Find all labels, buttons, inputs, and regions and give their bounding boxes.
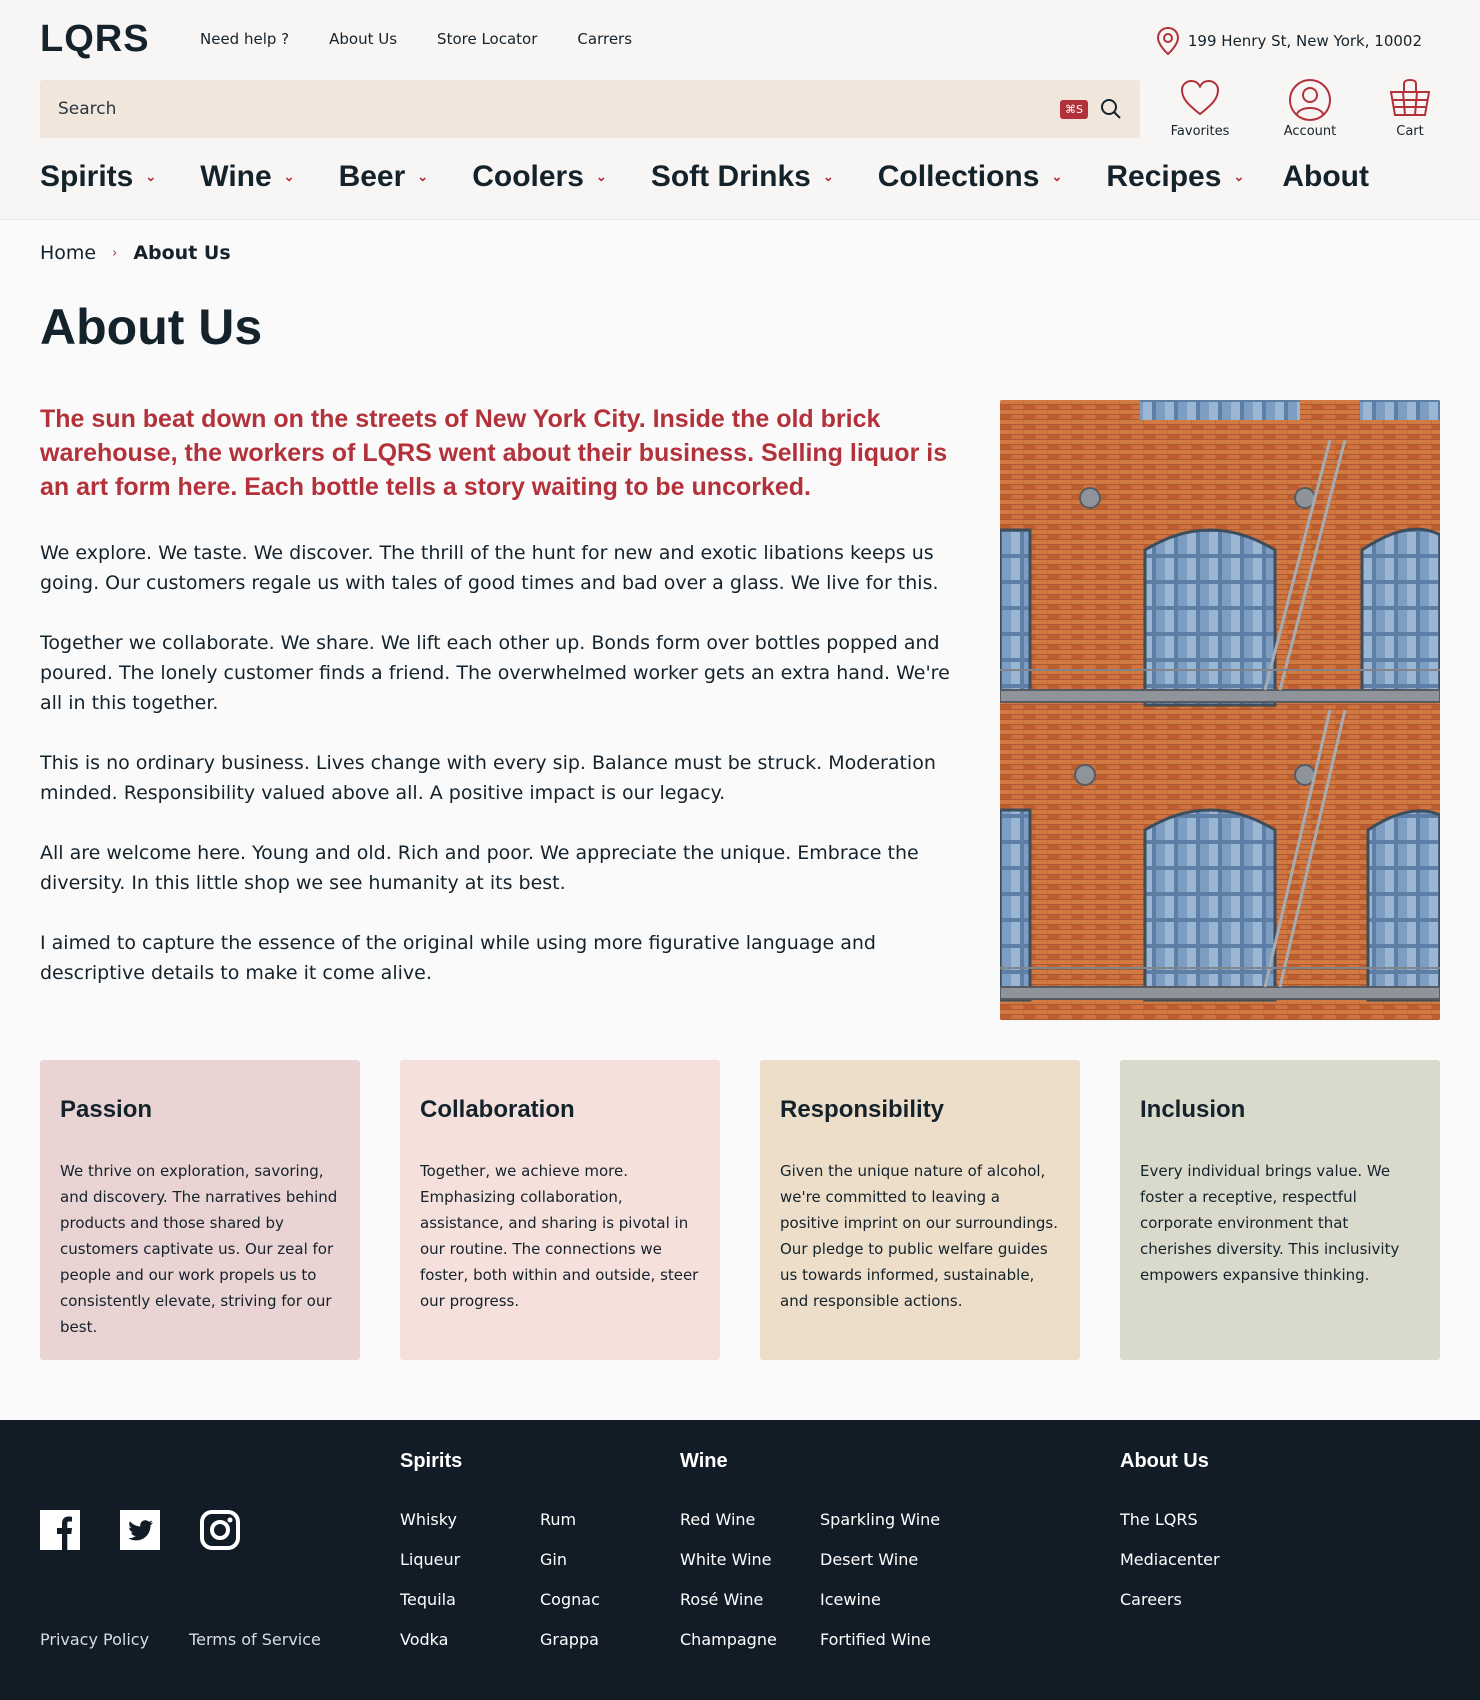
search-input[interactable] xyxy=(58,99,1060,119)
footer-wine-title: Wine xyxy=(680,1450,728,1472)
lead-paragraph: The sun beat down on the streets of New York City. Inside the old brick warehouse, the workers of LQRS went about their business. Selling liquor is an art form here. Each bottle tells a story waiting to be uncorked. xyxy=(40,405,948,501)
footer-link[interactable]: White Wine xyxy=(680,1550,772,1569)
footer-link[interactable]: Desert Wine xyxy=(820,1550,919,1569)
footer-link[interactable]: Gin xyxy=(540,1550,567,1569)
about-us-link[interactable]: About Us xyxy=(329,30,398,48)
nav-label: About xyxy=(1282,160,1369,193)
breadcrumb-current: About Us xyxy=(133,242,231,264)
value-card-text: Together, we achieve more. Emphasizing collaboration, assistance, and sharing is pivotal in our routine. The connections we foster, both within and outside, steer our progress. xyxy=(420,1162,699,1310)
facebook-icon[interactable] xyxy=(40,1510,80,1550)
store-locator-link[interactable]: Store Locator xyxy=(437,30,538,48)
footer-about-title: About Us xyxy=(1120,1450,1209,1472)
user-icon xyxy=(1288,78,1332,122)
chevron-right-icon: › xyxy=(112,245,118,261)
footer-link[interactable]: Whisky xyxy=(400,1510,457,1529)
favorites-button[interactable] xyxy=(1160,78,1240,139)
footer-link[interactable]: Champagne xyxy=(680,1630,777,1649)
value-card-title: Inclusion xyxy=(1140,1096,1246,1123)
nav-recipes[interactable] xyxy=(1106,160,1244,194)
breadcrumb xyxy=(40,242,231,264)
nav-coolers[interactable] xyxy=(472,160,607,194)
footer-spirits-links xyxy=(400,1510,460,1670)
value-card-text: Given the unique nature of alcohol, we're committed to leaving a positive imprint on our surroundings. Our pledge to public welfare guides us towards informed, sustainable, and responsible actions. xyxy=(780,1162,1059,1310)
nav-wine[interactable] xyxy=(200,160,294,194)
site-header xyxy=(0,0,1480,220)
footer-link[interactable]: Mediacenter xyxy=(1120,1550,1220,1569)
value-card-title: Passion xyxy=(60,1096,153,1123)
footer-wine-links-2 xyxy=(820,1510,940,1670)
nav-collections[interactable] xyxy=(878,160,1063,194)
footer-link[interactable]: Liqueur xyxy=(400,1550,461,1569)
story-paragraph: All are welcome here. Young and old. Rich and poor. We appreciate the unique. Embrace the diversity. In this little shop we see humanity at its best. xyxy=(40,842,919,894)
values-row xyxy=(40,1060,1440,1360)
main-nav xyxy=(40,160,1369,194)
chevron-down-icon: ⌄ xyxy=(1233,169,1245,184)
page-title: About Us xyxy=(40,299,263,355)
store-address[interactable] xyxy=(1156,26,1422,56)
search-bar xyxy=(40,80,1140,138)
footer-spirits-links-2 xyxy=(540,1510,600,1670)
value-card-text: Every individual brings value. We foster a receptive, respectful corporate environment that cherishes diversity. This inclusivity empowers expansive thinking. xyxy=(1140,1162,1400,1284)
nav-label: Wine xyxy=(200,160,272,193)
top-links xyxy=(200,30,632,48)
footer-link[interactable]: Fortified Wine xyxy=(820,1630,931,1649)
nav-label: Collections xyxy=(877,160,1040,193)
nav-spirits[interactable] xyxy=(40,160,156,194)
nav-label: Recipes xyxy=(1106,160,1222,193)
warehouse-photo xyxy=(1000,400,1440,1020)
story-paragraph: Together we collaborate. We share. We lift each other up. Bonds form over bottles popped and poured. The lonely customer finds a friend. The overwhelmed worker gets an extra hand. We're all in this together. xyxy=(40,632,950,714)
instagram-icon[interactable] xyxy=(200,1510,240,1550)
footer-spirits-title: Spirits xyxy=(400,1450,463,1472)
nav-label: Beer xyxy=(338,160,406,193)
chevron-down-icon: ⌄ xyxy=(283,169,295,184)
nav-label: Spirits xyxy=(40,160,134,193)
search-icon[interactable] xyxy=(1100,98,1122,120)
nav-soft-drinks[interactable] xyxy=(651,160,834,194)
social-links xyxy=(40,1510,240,1550)
utility-nav xyxy=(1160,78,1440,139)
nav-beer[interactable] xyxy=(339,160,429,194)
cart-button[interactable] xyxy=(1380,78,1440,139)
careers-link[interactable]: Carrers xyxy=(577,30,633,48)
value-card-passion xyxy=(40,1060,360,1360)
chevron-down-icon: ⌄ xyxy=(145,169,157,184)
value-card-inclusion xyxy=(1120,1060,1440,1360)
footer-link[interactable]: Vodka xyxy=(400,1630,449,1649)
privacy-policy-link[interactable]: Privacy Policy xyxy=(40,1630,150,1649)
address-text: 199 Henry St, New York, 10002 xyxy=(1187,32,1422,50)
cart-label: Cart xyxy=(1396,124,1424,139)
chevron-down-icon: ⌄ xyxy=(595,169,607,184)
footer-link[interactable]: Red Wine xyxy=(680,1510,756,1529)
story-text xyxy=(40,538,960,1018)
chevron-down-icon: ⌄ xyxy=(822,169,834,184)
footer-link[interactable]: Tequila xyxy=(400,1590,456,1609)
account-label: Account xyxy=(1283,124,1337,139)
footer-link[interactable]: Rum xyxy=(540,1510,577,1529)
chevron-down-icon: ⌄ xyxy=(417,169,429,184)
nav-label: Coolers xyxy=(472,160,584,193)
need-help-link[interactable]: Need help ? xyxy=(200,30,290,48)
footer-link[interactable]: The LQRS xyxy=(1120,1510,1198,1529)
footer-link[interactable]: Rosé Wine xyxy=(680,1590,764,1609)
basket-icon xyxy=(1388,78,1432,118)
legal-links xyxy=(40,1630,321,1649)
story-paragraph: This is no ordinary business. Lives change with every sip. Balance must be struck. Moderation minded. Responsibility valued above all. A positive impact is our legacy. xyxy=(40,752,936,804)
value-card-title: Collaboration xyxy=(420,1096,575,1123)
story-paragraph: I aimed to capture the essence of the original while using more figurative language and descriptive details to make it come alive. xyxy=(40,932,876,984)
nav-label: Soft Drinks xyxy=(650,160,811,193)
footer-about-links xyxy=(1120,1510,1220,1630)
value-card-text: We thrive on exploration, savoring, and discovery. The narratives behind products and those shared by customers captivate us. Our zeal for people and our work propels us to consistently elevate, striving for our best. xyxy=(60,1162,338,1336)
value-card-title: Responsibility xyxy=(780,1096,945,1123)
terms-of-service-link[interactable]: Terms of Service xyxy=(189,1630,321,1649)
breadcrumb-home[interactable]: Home xyxy=(40,242,97,264)
footer-wine-links xyxy=(680,1510,777,1670)
search-shortcut-badge: ⌘S xyxy=(1060,100,1088,119)
story-paragraph: We explore. We taste. We discover. The thrill of the hunt for new and exotic libations keeps us going. Our customers regale us with tales of good times and bad over a glass. We live for this. xyxy=(40,542,939,594)
chevron-down-icon: ⌄ xyxy=(1051,169,1063,184)
footer-link[interactable]: Icewine xyxy=(820,1590,881,1609)
site-footer xyxy=(0,1420,1480,1700)
location-pin-icon xyxy=(1156,26,1180,56)
twitter-icon[interactable] xyxy=(120,1510,160,1550)
nav-about[interactable] xyxy=(1282,160,1369,194)
favorites-label: Favorites xyxy=(1170,124,1230,139)
value-card-collaboration xyxy=(400,1060,720,1360)
logo[interactable]: LQRS xyxy=(40,18,150,60)
footer-link[interactable]: Sparkling Wine xyxy=(820,1510,941,1529)
heart-icon xyxy=(1179,78,1221,118)
footer-link[interactable]: Careers xyxy=(1120,1590,1182,1609)
footer-link[interactable]: Grappa xyxy=(540,1630,599,1649)
account-button[interactable] xyxy=(1270,78,1350,139)
footer-link[interactable]: Cognac xyxy=(540,1590,600,1609)
value-card-responsibility xyxy=(760,1060,1080,1360)
